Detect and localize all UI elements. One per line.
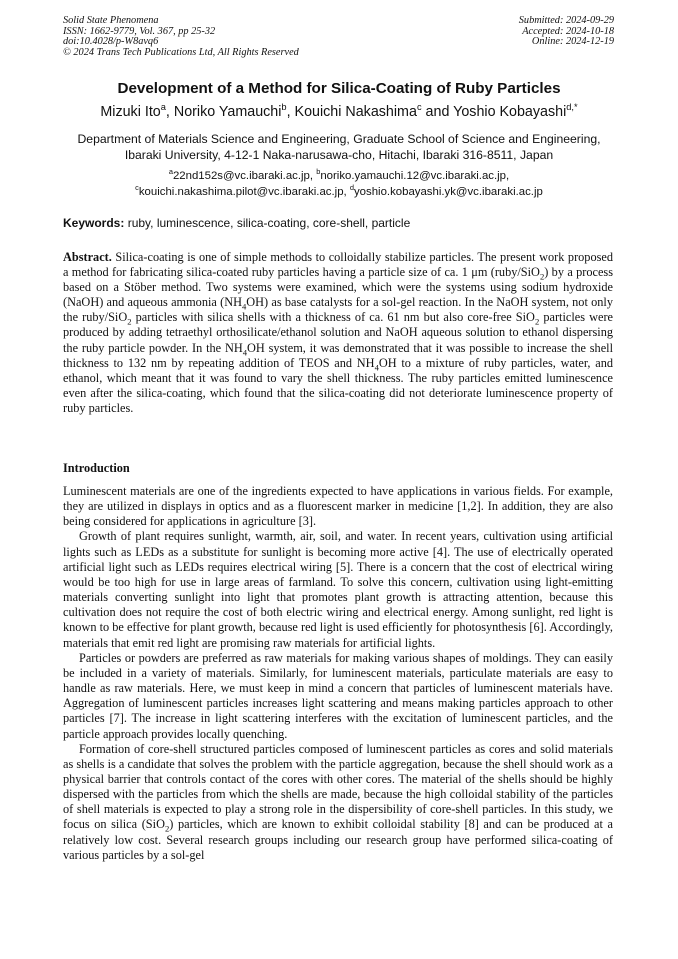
intro-paragraph: Growth of plant requires sunlight, warmth, air, soil, and water. In recent years, cultivation using artificial lights such as LEDs as a substitute for sunlight is becoming more active [4]. The use of electrically operated artificial light such as LEDs requires electrical wiring [5]. There is a concern that the cost of electrical wiring would be too high for use in large areas of farmland. To solve this concern, cultivation using light-emitting materials converting sunlight into light that promotes plant growth is attracting attention, because this cultivation does not require the cost of both electric wiring and electrical energy. Among sunlight, red light is known to be effective for plant growth, because red light is used efficiently for photosynthesis [6]. Accordingly, materials that emit red light are promising raw materials for artificial lights. bbox=[63, 529, 613, 650]
affiliation-line: Department of Materials Science and Engineering, Graduate School of Science and Engineering, bbox=[77, 132, 601, 146]
author-name: Kouichi Nakashima bbox=[294, 104, 417, 120]
author-affil-mark: d,* bbox=[566, 102, 578, 113]
author-affil-mark: c bbox=[416, 102, 422, 113]
journal-name: Solid State Phenomena bbox=[63, 15, 159, 26]
subscript: 4 bbox=[374, 362, 379, 373]
abstract-text: OH to a mixture of ruby particles, water, and ethanol, which meant that it was found to vary the shell thickness. The ruby particles emitted luminescence even after the silica-coating, which found that the silica-coating did not deteriorate luminescence property of ruby particles. bbox=[63, 355, 614, 415]
intro-paragraph: Particles or powders are preferred as raw materials for making various shapes of moldings. They can easily be included in a variety of materials. Similarly, for luminescent materials, particulate materials are easy to handle as raw materials. Here, we must keep in mind a concern that particles of luminescent materials have. Aggregation of luminescent particles increases light scattering and means making particles approach to other particles [7]. The increase in light scattering interferes with the excitation of luminescent particles, and the particle approach provides locally quenching. bbox=[63, 650, 613, 741]
email-line bbox=[40, 184, 638, 200]
subscript: 2 bbox=[127, 316, 132, 327]
email-b: noriko.yamauchi.12@vc.ibaraki.ac.jp, bbox=[320, 170, 510, 182]
author-separator: and bbox=[421, 104, 454, 120]
author-name: Mizuki Ito bbox=[100, 104, 161, 120]
author-affil-mark: a bbox=[160, 102, 166, 113]
email-mark: b bbox=[316, 167, 321, 177]
author-affil-mark: b bbox=[281, 102, 287, 113]
issn-volume: ISSN: 1662-9779, Vol. 367, pp 25-32 bbox=[63, 25, 216, 37]
accepted-date: Accepted: 2024-10-18 bbox=[522, 25, 614, 37]
abstract-text: particles with silica shells with a thickness of ca. 61 nm but also core-free SiO bbox=[131, 310, 535, 325]
affiliation bbox=[40, 131, 638, 163]
abstract-text: OH system, it was demonstrated that it was possible to increase the shell thickness to 132 nm by repeating addition of TEOS and NH bbox=[63, 340, 613, 370]
introduction-body bbox=[63, 484, 613, 863]
subscript: 2 bbox=[534, 316, 540, 327]
email-d: yoshio.kobayashi.yk@vc.ibaraki.ac.jp bbox=[353, 186, 543, 198]
copyright: © 2024 Trans Tech Publications Ltd, All Rights Reserved bbox=[63, 46, 299, 58]
doi: doi:10.4028/p-W8avq6 bbox=[63, 36, 159, 48]
subscript: 2 bbox=[164, 823, 170, 834]
online-date: Online: 2024-12-19 bbox=[531, 36, 614, 48]
article-dates bbox=[519, 16, 614, 48]
affiliation-line: Ibaraki University, 4-12-1 Naka-narusawa-cho, Hitachi, Ibaraki 316-8511, Japan bbox=[124, 148, 554, 162]
email-mark: a bbox=[168, 167, 173, 177]
email-list bbox=[40, 168, 638, 200]
author-separator: , bbox=[165, 104, 174, 120]
subscript: 2 bbox=[539, 271, 545, 282]
abstract-paragraph bbox=[63, 250, 613, 416]
keywords-label: Keywords: bbox=[63, 216, 125, 230]
intro-text: Formation of core-shell structured particles composed of luminescent particles as cores and solid materials as shells is a candidate that solves the problem with the particle aggregation, because the shell should work as a physical barrier that controls contact of the cores with other cores. The material of the shells should be highly dispersed with the particles from which the shells are made, because the high colloidal stability of the particles of shell materials is expected to play a strong role in the dispersibility of core-shell particles. In this study, we focus on silica (SiO bbox=[63, 741, 613, 832]
author-name: Noriko Yamauchi bbox=[173, 104, 282, 120]
journal-info bbox=[63, 16, 299, 58]
email-mark: c bbox=[135, 183, 139, 193]
subscript: 4 bbox=[241, 301, 247, 312]
intro-text: ) particles, which are known to exhibit colloidal stability [8] and can be produced at a relatively low cost. Several research groups including our research group have performed silica-coating of various particles by a sol-gel bbox=[63, 817, 613, 862]
author-list bbox=[30, 104, 648, 120]
abstract-text: ) by a process based on a Stöber method. Two systems were examined, which were the systems using sodium hydroxide (NaOH) and aqueous ammonia (NH bbox=[63, 265, 613, 310]
abstract-text: Silica-coating is one of simple methods to colloidally stabilize particles. The present work proposed a method for fabricating silica-coated ruby particles having a particle size of ca. 1 μm (ruby/SiO bbox=[63, 250, 613, 280]
abstract-text: OH) as base catalysts for a sol-gel reaction. In the NaOH system, not only the ruby/SiO bbox=[63, 295, 613, 325]
keywords-text: ruby, luminescence, silica-coating, core-shell, particle bbox=[124, 216, 411, 230]
abstract-text: particles were produced by adding tetraethyl orthosilicate/ethanol solution and NaOH aqueous solution to ethanol dispersing the ruby particle powder. In the NH bbox=[63, 310, 614, 355]
intro-paragraph bbox=[63, 742, 613, 863]
author-name: Yoshio Kobayashi bbox=[453, 104, 567, 120]
abstract-label: Abstract. bbox=[63, 250, 112, 264]
email-c: kouichi.nakashima.pilot@vc.ibaraki.ac.jp, bbox=[138, 186, 350, 198]
email-a: 22nd152s@vc.ibaraki.ac.jp, bbox=[172, 170, 317, 182]
intro-paragraph: Luminescent materials are one of the ingredients expected to have applications in various fields. For example, they are utilized in displays in optics and as a fluorescent marker in medicine [1,2]. In addition, they are also being considered for applications in agriculture [3]. bbox=[63, 484, 613, 529]
subscript: 4 bbox=[242, 347, 248, 358]
article-title: Development of a Method for Silica-Coating of Ruby Particles bbox=[117, 80, 561, 97]
keywords bbox=[63, 216, 618, 230]
email-mark: d bbox=[349, 183, 354, 193]
section-heading-introduction: Introduction bbox=[63, 461, 130, 475]
email-line bbox=[40, 168, 638, 184]
author-separator: , bbox=[286, 104, 295, 120]
submitted-date: Submitted: 2024-09-29 bbox=[518, 15, 614, 26]
